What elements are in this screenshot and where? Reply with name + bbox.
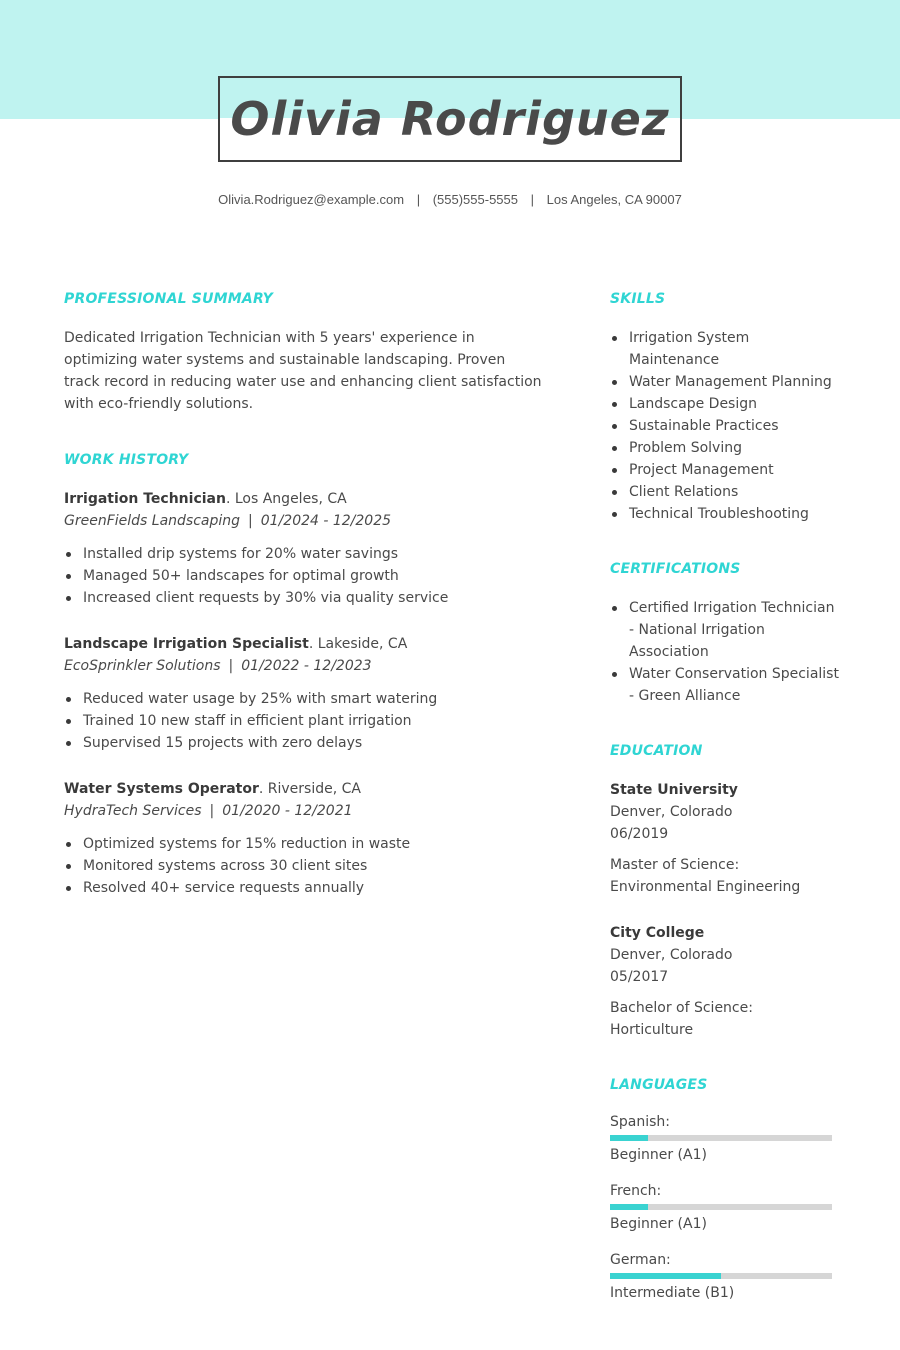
job-header <box>64 633 544 655</box>
skill-item: Technical Troubleshooting <box>610 503 840 525</box>
education-heading: EDUCATION <box>610 743 703 759</box>
language-name: Spanish: <box>610 1114 670 1130</box>
language-entry <box>610 1249 840 1304</box>
left-column <box>64 291 544 899</box>
job-header <box>64 488 544 510</box>
language-proficiency-bar <box>610 1204 832 1210</box>
language-entry <box>610 1111 840 1166</box>
languages-heading: LANGUAGES <box>610 1077 708 1093</box>
language-proficiency-fill <box>610 1135 648 1141</box>
right-column <box>610 291 840 1304</box>
contact-location: Los Angeles, CA 90007 <box>546 192 682 207</box>
summary-heading: PROFESSIONAL SUMMARY <box>64 291 273 307</box>
contact-line <box>0 192 900 207</box>
skill-item: Landscape Design <box>610 393 840 415</box>
language-level: Beginner (A1) <box>610 1147 707 1163</box>
education-place: Denver, Colorado <box>610 804 733 820</box>
job-role: Landscape Irrigation Specialist <box>64 636 309 652</box>
education-date: 05/2017 <box>610 969 669 985</box>
list-item: Reduced water usage by 25% with smart watering <box>64 688 544 710</box>
job-dates: 01/2022 - 12/2023 <box>241 658 372 674</box>
list-item: Installed drip systems for 20% water savings <box>64 543 544 565</box>
language-proficiency-bar <box>610 1273 832 1279</box>
list-item: Managed 50+ landscapes for optimal growth <box>64 565 544 587</box>
list-item: Supervised 15 projects with zero delays <box>64 732 544 754</box>
contact-phone: (555)555-5555 <box>432 192 518 207</box>
job-separator: | <box>209 803 215 819</box>
education-school: City College <box>610 925 705 941</box>
name-frame <box>218 76 682 162</box>
job-entry <box>64 488 544 609</box>
language-level: Intermediate (B1) <box>610 1285 735 1301</box>
job-company: EcoSprinkler Solutions <box>64 658 221 674</box>
education-place: Denver, Colorado <box>610 947 733 963</box>
job-location: . Lakeside, CA <box>308 636 408 652</box>
contact-email: Olivia.Rodriguez@example.com <box>218 192 405 207</box>
job-bullets <box>64 833 544 899</box>
language-name: German: <box>610 1252 671 1268</box>
education-date: 06/2019 <box>610 826 669 842</box>
list-item: Increased client requests by 30% via quality service <box>64 587 544 609</box>
skill-item: Sustainable Practices <box>610 415 840 437</box>
job-entry <box>64 633 544 754</box>
language-name: French: <box>610 1183 662 1199</box>
job-header <box>64 778 544 800</box>
job-company-line <box>64 510 544 532</box>
language-level: Beginner (A1) <box>610 1216 707 1232</box>
list-item: Trained 10 new staff in efficient plant irrigation <box>64 710 544 732</box>
skill-item: Client Relations <box>610 481 840 503</box>
education-entry <box>610 779 840 898</box>
skill-item: Irrigation System Maintenance <box>610 327 840 371</box>
list-item: Resolved 40+ service requests annually <box>64 877 544 899</box>
job-separator: | <box>248 513 253 529</box>
skills-list <box>610 327 840 525</box>
job-role: Irrigation Technician <box>64 491 226 507</box>
skill-item: Problem Solving <box>610 437 840 459</box>
education-degree: Master of Science: Environmental Engineering <box>610 857 801 895</box>
candidate-name: Olivia Rodriguez <box>230 92 670 146</box>
summary-text: Dedicated Irrigation Technician with 5 years' experience in optimizing water systems and sustainable landscaping. Proven track record in reducing water use and enhancing client satisfaction with eco-friendly solutions. <box>64 330 542 412</box>
job-role: Water Systems Operator <box>64 781 259 797</box>
job-company: HydraTech Services <box>64 803 202 819</box>
job-company-line <box>64 800 544 822</box>
job-location: . Los Angeles, CA <box>225 491 347 507</box>
contact-separator: | <box>416 192 421 207</box>
language-proficiency-fill <box>610 1273 721 1279</box>
education-entry <box>610 922 840 1041</box>
job-dates: 01/2024 - 12/2025 <box>260 513 392 529</box>
skill-item: Water Management Planning <box>610 371 840 393</box>
list-item: Optimized systems for 15% reduction in waste <box>64 833 544 855</box>
certification-item: Water Conservation Specialist - Green Alliance <box>610 663 840 707</box>
language-proficiency-fill <box>610 1204 648 1210</box>
job-company-line <box>64 655 544 677</box>
work-history-heading: WORK HISTORY <box>64 452 189 468</box>
education-degree: Bachelor of Science: Horticulture <box>610 1000 753 1038</box>
job-location: . Riverside, CA <box>258 781 361 797</box>
skill-item: Project Management <box>610 459 840 481</box>
certifications-list <box>610 597 840 707</box>
certifications-heading: CERTIFICATIONS <box>610 561 741 577</box>
job-separator: | <box>228 658 234 674</box>
education-school: State University <box>610 782 738 798</box>
skills-heading: SKILLS <box>610 291 666 307</box>
language-entry <box>610 1180 840 1235</box>
job-company: GreenFields Landscaping <box>64 513 241 529</box>
language-proficiency-bar <box>610 1135 832 1141</box>
job-entry <box>64 778 544 899</box>
job-bullets <box>64 543 544 609</box>
list-item: Monitored systems across 30 client sites <box>64 855 544 877</box>
certification-item: Certified Irrigation Technician - National Irrigation Association <box>610 597 840 663</box>
job-dates: 01/2020 - 12/2021 <box>222 803 353 819</box>
job-bullets <box>64 688 544 754</box>
contact-separator: | <box>530 192 535 207</box>
